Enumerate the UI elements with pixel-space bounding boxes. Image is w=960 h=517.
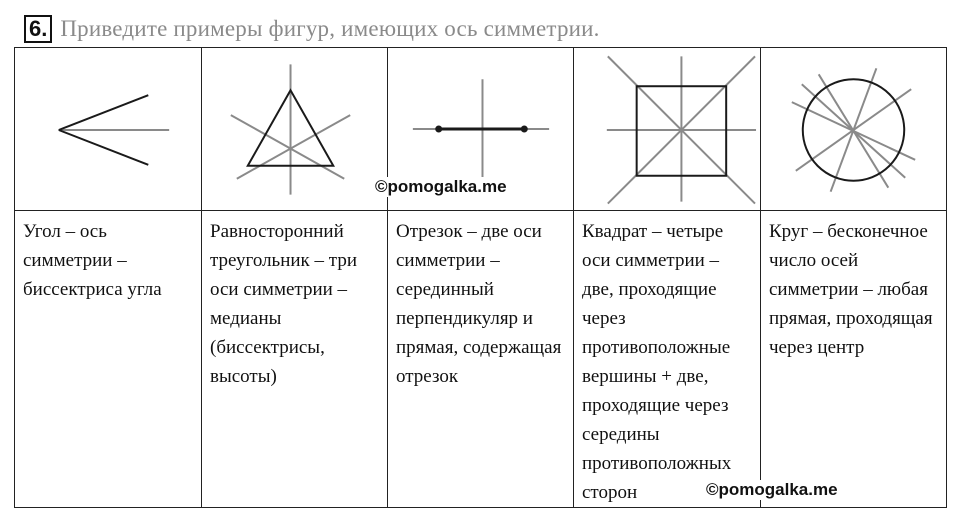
angle-description: Угол – ось симметрии – биссектриса угла — [15, 211, 202, 508]
square-figure-cell — [574, 48, 761, 211]
circle-description: Круг – бесконечное число осей симметрии – любая прямая, проходящая через центр — [761, 211, 947, 508]
angle-figure-cell — [15, 48, 202, 211]
square-description: Квадрат – четыре оси симметрии – две, проходящие через противоположные вершины + две, проходящие через середины противоположных сторон — [574, 211, 761, 508]
task-number: 6. — [24, 15, 52, 43]
circle-figure-cell — [761, 48, 947, 211]
circle-with-axes-icon — [761, 48, 946, 210]
equilateral-triangle-with-axes-icon — [202, 48, 387, 210]
square-with-axes-icon — [574, 48, 760, 210]
watermark-top: ©pomogalka.me — [375, 177, 507, 196]
triangle-description: Равносторонний треугольник – три оси симметрии – медианы (биссектрисы, высоты) — [202, 211, 388, 508]
triangle-figure-cell — [202, 48, 388, 211]
segment-description: Отрезок – две оси симметрии – серединный перпендикуляр и прямая, содержащая отрезок — [388, 211, 574, 508]
descriptions-row — [15, 211, 947, 508]
task-header — [24, 14, 600, 44]
angle-with-bisector-icon — [15, 48, 201, 210]
watermark-bottom: ©pomogalka.me — [706, 480, 838, 499]
task-text: Приведите примеры фигур, имеющих ось симметрии. — [60, 16, 600, 41]
symmetry-table — [14, 47, 947, 508]
